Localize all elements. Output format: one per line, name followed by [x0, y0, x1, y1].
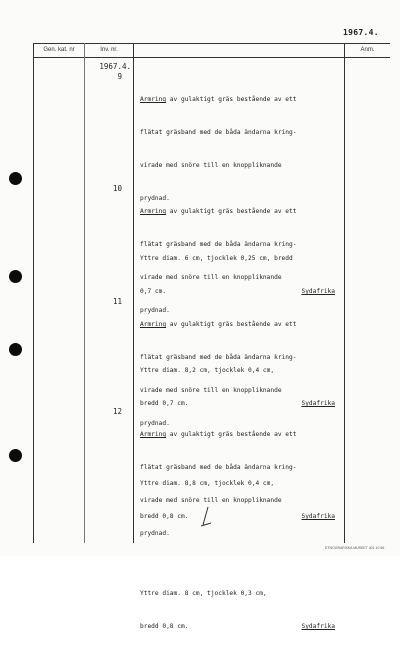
entry-text: av gulaktigt gräs bestående av ett [166, 321, 297, 328]
entry-text: av gulaktigt gräs bestående av ett [166, 208, 297, 215]
entry-text: av gulaktigt gräs bestående av ett [166, 431, 297, 438]
entry-title: Armring [140, 431, 167, 438]
column-rule [33, 43, 34, 543]
entry-text: prydnad. [140, 307, 170, 314]
entry-text: flätat gräsband med de båda ändarna kring- [140, 354, 297, 361]
entry-measurements: Yttre diam. 8,8 cm, tjocklek 0,4 cm, [140, 480, 275, 487]
inv-number: 11 [112, 297, 122, 306]
entry-title: Armring [140, 96, 167, 103]
binder-hole [9, 343, 22, 356]
group-date: 1967.4. [99, 62, 131, 71]
binder-hole [9, 270, 22, 283]
entry-description [140, 407, 335, 654]
entry-measurements: Yttre diam. 6 cm, tjocklek 0,25 cm, bredd [140, 255, 293, 262]
column-header-gen-kat-nr: Gen. kat. nr [43, 47, 75, 53]
form-footer: ETNOGRAFISKA MUSEET 401 10 66 [325, 546, 385, 550]
inv-number: 9 [117, 72, 122, 81]
inv-number: 12 [112, 407, 122, 416]
entry-origin: Sydafrika [301, 623, 335, 630]
entry-measurements: 0,7 cm. [140, 288, 167, 295]
entry-origin: Sydafrika [301, 400, 335, 407]
column-header-anm: Anm. [360, 47, 375, 53]
entry-text: flätat gräsband med de båda ändarna kring- [140, 129, 297, 136]
entry-text: flätat gräsband med de båda ändarna kring- [140, 464, 297, 471]
inv-number: 10 [112, 184, 122, 193]
entry-title: Armring [140, 208, 167, 215]
entry-origin: Sydafrika [301, 288, 335, 295]
entry-text: virade med snöre till en knoppliknande [140, 497, 282, 504]
entry-measurements: Yttre diam. 8,2 cm, tjocklek 0,4 cm, [140, 367, 275, 374]
binder-hole [9, 449, 22, 462]
pen-mark [198, 506, 214, 528]
column-rule [344, 43, 345, 543]
column-header-inv-nr: Inv. nr. [100, 47, 118, 53]
entry-measurements: bredd 0,7 cm. [140, 400, 189, 407]
entry-title: Armring [140, 321, 167, 328]
entry-text: prydnad. [140, 530, 170, 537]
entry-text: virade med snöre till en knoppliknande [140, 274, 282, 281]
entry-text: virade med snöre till en knoppliknande [140, 387, 282, 394]
entry-measurements: Yttre diam. 8 cm, tjocklek 0,3 cm, [140, 590, 267, 597]
entry-measurements: bredd 0,8 cm. [140, 623, 189, 630]
binder-hole [9, 172, 22, 185]
entry-text: virade med snöre till en knoppliknande [140, 162, 282, 169]
entry-measurements: bredd 0,8 cm. [140, 513, 189, 520]
entry-text: prydnad. [140, 195, 170, 202]
entry-text: flätat gräsband med de båda ändarna kring- [140, 241, 297, 248]
column-rule [133, 43, 134, 543]
table-header-rule [33, 57, 390, 58]
entry-origin: Sydafrika [301, 513, 335, 520]
column-rule [84, 43, 85, 543]
entry-text: prydnad. [140, 420, 170, 427]
entry-text: av gulaktigt gräs bestående av ett [166, 96, 297, 103]
header-date: 1967.4. [343, 28, 379, 37]
